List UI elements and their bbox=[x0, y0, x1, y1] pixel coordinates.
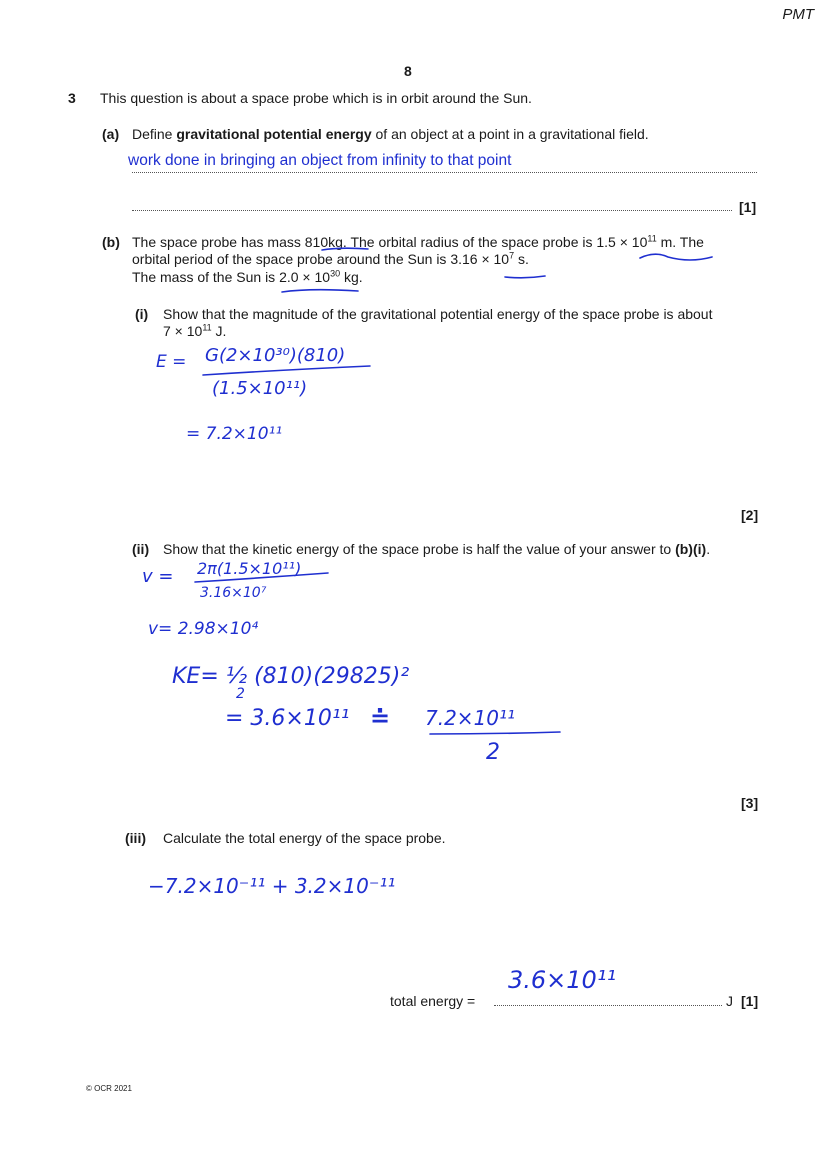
question-intro: This question is about a space probe which is in orbit around the Sun. bbox=[100, 90, 532, 106]
bi-work-denominator: (1.5×10¹¹) bbox=[212, 378, 308, 399]
question-number: 3 bbox=[68, 90, 76, 106]
part-bi-label: (i) bbox=[135, 306, 149, 322]
part-biii-label: (iii) bbox=[125, 830, 146, 846]
part-a-pre: Define bbox=[132, 126, 177, 142]
bii-work-v-denominator: 3.16×10⁷ bbox=[200, 585, 267, 601]
b-radius-exp: 11 bbox=[647, 233, 657, 244]
bi-work-numerator: G(2×10³⁰)(810) bbox=[205, 345, 346, 366]
page-number: 8 bbox=[404, 63, 412, 79]
total-energy-unit: J bbox=[726, 993, 733, 1009]
part-a-post: of an object at a point in a gravitational field. bbox=[371, 126, 649, 142]
biii-work: −7.2×10⁻¹¹ + 3.2×10⁻¹¹ bbox=[148, 874, 396, 898]
b-line3-post: kg. bbox=[340, 269, 363, 285]
bii-work-v-numerator: 2π(1.5×10¹¹) bbox=[197, 559, 302, 578]
b-line1-mid: . The orbital radius of the space probe is 1.5 × 10 bbox=[342, 234, 648, 250]
b-line1-pre: The space probe has mass bbox=[132, 234, 305, 250]
part-biii-line: Calculate the total energy of the space probe. bbox=[163, 830, 446, 846]
b-line3-pre: The mass of the Sun is 2.0 × 10 bbox=[132, 269, 331, 285]
bii-work-v: v = bbox=[142, 566, 174, 587]
part-bi-marks: [2] bbox=[741, 507, 759, 523]
b-line2-post: s. bbox=[514, 251, 529, 267]
b-line1-post: m. The bbox=[656, 234, 704, 250]
b-mass-unit: kg bbox=[328, 234, 343, 250]
bii-work-ke: KE= ½ (810)(29825)² bbox=[172, 664, 410, 689]
bii-fraction-denominator: 2 bbox=[486, 740, 500, 765]
b-mass: 810 bbox=[304, 234, 329, 250]
bii-approx-sign: ≐ bbox=[370, 704, 391, 732]
part-bii-marks: [3] bbox=[741, 795, 759, 811]
part-a-term: gravitational potential energy bbox=[176, 126, 372, 142]
b-period-exp: 7 bbox=[509, 250, 515, 261]
bi-work-result: = 7.2×10¹¹ bbox=[186, 424, 283, 444]
bi-line2-post: J. bbox=[211, 323, 227, 339]
copyright: © OCR 2021 bbox=[86, 1084, 132, 1093]
part-a-marks: [1] bbox=[739, 199, 757, 215]
bii-line-post: . bbox=[706, 541, 711, 557]
total-energy-answer: 3.6×10¹¹ bbox=[508, 966, 617, 994]
bii-work-ke-result: = 3.6×10¹¹ bbox=[225, 706, 350, 731]
part-bi-line1: Show that the magnitude of the gravitational potential energy of the space probe is about bbox=[163, 306, 713, 322]
total-energy-label: total energy = bbox=[390, 993, 476, 1009]
bii-work-ke-half-den: 2 bbox=[236, 686, 245, 702]
total-energy-answer-line bbox=[494, 1005, 722, 1006]
bii-fraction-numerator: 7.2×10¹¹ bbox=[425, 706, 516, 730]
part-bii-label: (ii) bbox=[132, 541, 150, 557]
pmt-label: PMT bbox=[782, 6, 814, 23]
bi-line2-exp: 11 bbox=[202, 322, 212, 333]
bii-line-pre: Show that the kinetic energy of the space probe is half the value of your answer to bbox=[163, 541, 676, 557]
bii-work-v-result: v= 2.98×10⁴ bbox=[148, 619, 259, 639]
b-line2-pre: orbital period of the space probe around the Sun is 3.16 × 10 bbox=[132, 251, 510, 267]
bii-ref: (b)(i) bbox=[675, 541, 707, 557]
part-a-answer: work done in bringing an object from infinity to that point bbox=[128, 152, 512, 169]
b-sun-exp: 30 bbox=[330, 268, 341, 279]
bi-line2-pre: 7 × 10 bbox=[163, 323, 203, 339]
part-a-label: (a) bbox=[102, 126, 120, 142]
part-b-label: (b) bbox=[102, 234, 120, 250]
part-biii-marks: [1] bbox=[741, 993, 759, 1009]
bi-work-e: E = bbox=[156, 352, 187, 372]
